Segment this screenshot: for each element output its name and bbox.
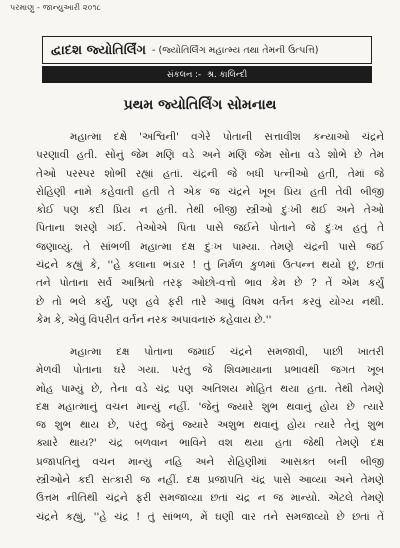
article-title: દ્વાદશ જ્યોતિર્લિંગ — [51, 42, 147, 58]
article-title-box — [42, 36, 372, 64]
text-line: મોહ પામ્યું છે, તેના વડે ચંદ્ર પણ અતિશય મોહિત થયા હતા. તેથી તેમણે — [36, 382, 384, 395]
running-header: પરમાણુ - જાન્યુઆરી ૨૦૧૮ — [10, 3, 102, 12]
text-line: પરણાવી હતી. સોનું જેમ મણિ વડે અને મણિ જેમ સોના વડે શોભે છે તેમ — [36, 149, 384, 162]
text-line: રોહિણી નામે કહેવાતી હતી તે એક જ ચંદ્રને ખૂબ પ્રિય હતી તેવી બીજી — [36, 185, 384, 198]
text-line: ચંદ્રને કહ્યું, ''હે ચંદ્ર ! તું સાંભળ, મેં ઘણી વાર તને સમજાવ્યો છે છતાં તેં — [36, 510, 384, 523]
text-line: છે તો ભલે કર્યું, પણ હવે ફરી તારે આવું વિષમ વર્તન કરવું યોગ્ય નથી. — [36, 295, 384, 308]
text-line: ઉત્તમ નીતિથી ચંદ્રને ફરી સમજાવ્યા છતાં ચંદ્ર ન જ માન્યો. એટલે તેમણે — [36, 492, 384, 505]
text-line: જ શુભ થાય છે, પરંતુ જેનું જ્યારે અશુભ થવાનું હોય ત્યારે તેનું શુભ — [36, 419, 384, 432]
paragraph-2 — [36, 343, 384, 526]
article-subtitle: - (જ્યોતિર્લિંગ મહાત્મ્ય તથા તેમની ઉત્પત્તિ) — [152, 44, 319, 56]
text-line: કેમ કે, એવું વિપરીત વર્તન નરક અપાવનારું કહેવાય છે.'' — [36, 313, 272, 326]
text-line: મહાત્મા દક્ષે 'અશ્વિની' વગેરે પોતાની સત્તાવીશ કન્યાઓ ચંદ્રને — [70, 131, 384, 143]
text-line: મહાત્મા દક્ષ પોતાના જમાઈ ચંદ્રને સમજાવી, પાછી ખાતરી — [70, 346, 384, 358]
text-line: મેળવી પોતાના ઘરે ગયા. પરંતુ જે શિવમાયાના પ્રભાવથી જગત ખૂબ — [36, 364, 384, 377]
section-heading: પ્રથમ જ્યોતિર્લિંગ સોમનાથ — [123, 97, 277, 113]
compiler-name: શ્ર. કાલિન્દી — [207, 69, 248, 80]
compiler-label: સંકલન :- — [166, 69, 202, 80]
text-line: સ્ત્રીઓને કદી સત્કારી જ નહીં. દક્ષ પ્રજાપતિ ચંદ્ર પાસે આવ્યા અને તેમણે — [36, 474, 384, 487]
text-line: જણાવ્યું. તે સાંભળી મહાત્મા દક્ષ દુઃખ પામ્યા. તેમણે ચંદ્રની પાસે જઈ — [36, 240, 384, 253]
text-line: તેઓ પરસ્પર શોભી રહ્યાં હતાં. ચંદ્રની જે બધી પત્નીઓ હતી, તેમાં જે — [36, 167, 384, 180]
text-line: કોઈ પણ કદી પ્રિય ન હતી. તેથી બીજી સ્ત્રીઓ દુઃખી થઈ અને તેઓ — [36, 204, 384, 217]
text-line: ચંદ્રને કહ્યું કે, ''હે કલાના ભંડાર ! તું નિર્મળ કુળમાં ઉત્પન્ન થયો છું, છતાં — [36, 259, 384, 272]
text-line: ક્યારે થાય?' ચંદ્ર બળવાન ભાવિને વશ થયા હતા જેથી તેમણે દક્ષ — [36, 437, 384, 450]
text-line: દક્ષ મહાત્માનું વચન માન્યું નહીં. 'જેનું જ્યારે શુભ થવાનું હોય છે ત્યારે — [36, 400, 384, 413]
paragraph-1 — [36, 128, 384, 329]
text-line: પ્રજાપતિનું વચન માન્યું નહિ અને રોહિણીમાં આસક્ત બની બીજી — [36, 455, 384, 468]
compiler-credit-bar — [42, 66, 372, 83]
text-line: પિતાના શરણે ગઈ. તેઓએ પિતા પાસે જઈને પોતાને જે દુઃખ હતું તે — [36, 222, 384, 235]
text-line: તને પોતાના સર્વ આશ્રિતો તરફ ઓછો-વત્તો ભાવ કેમ છે ? તેં એમ કર્યું — [36, 277, 384, 290]
